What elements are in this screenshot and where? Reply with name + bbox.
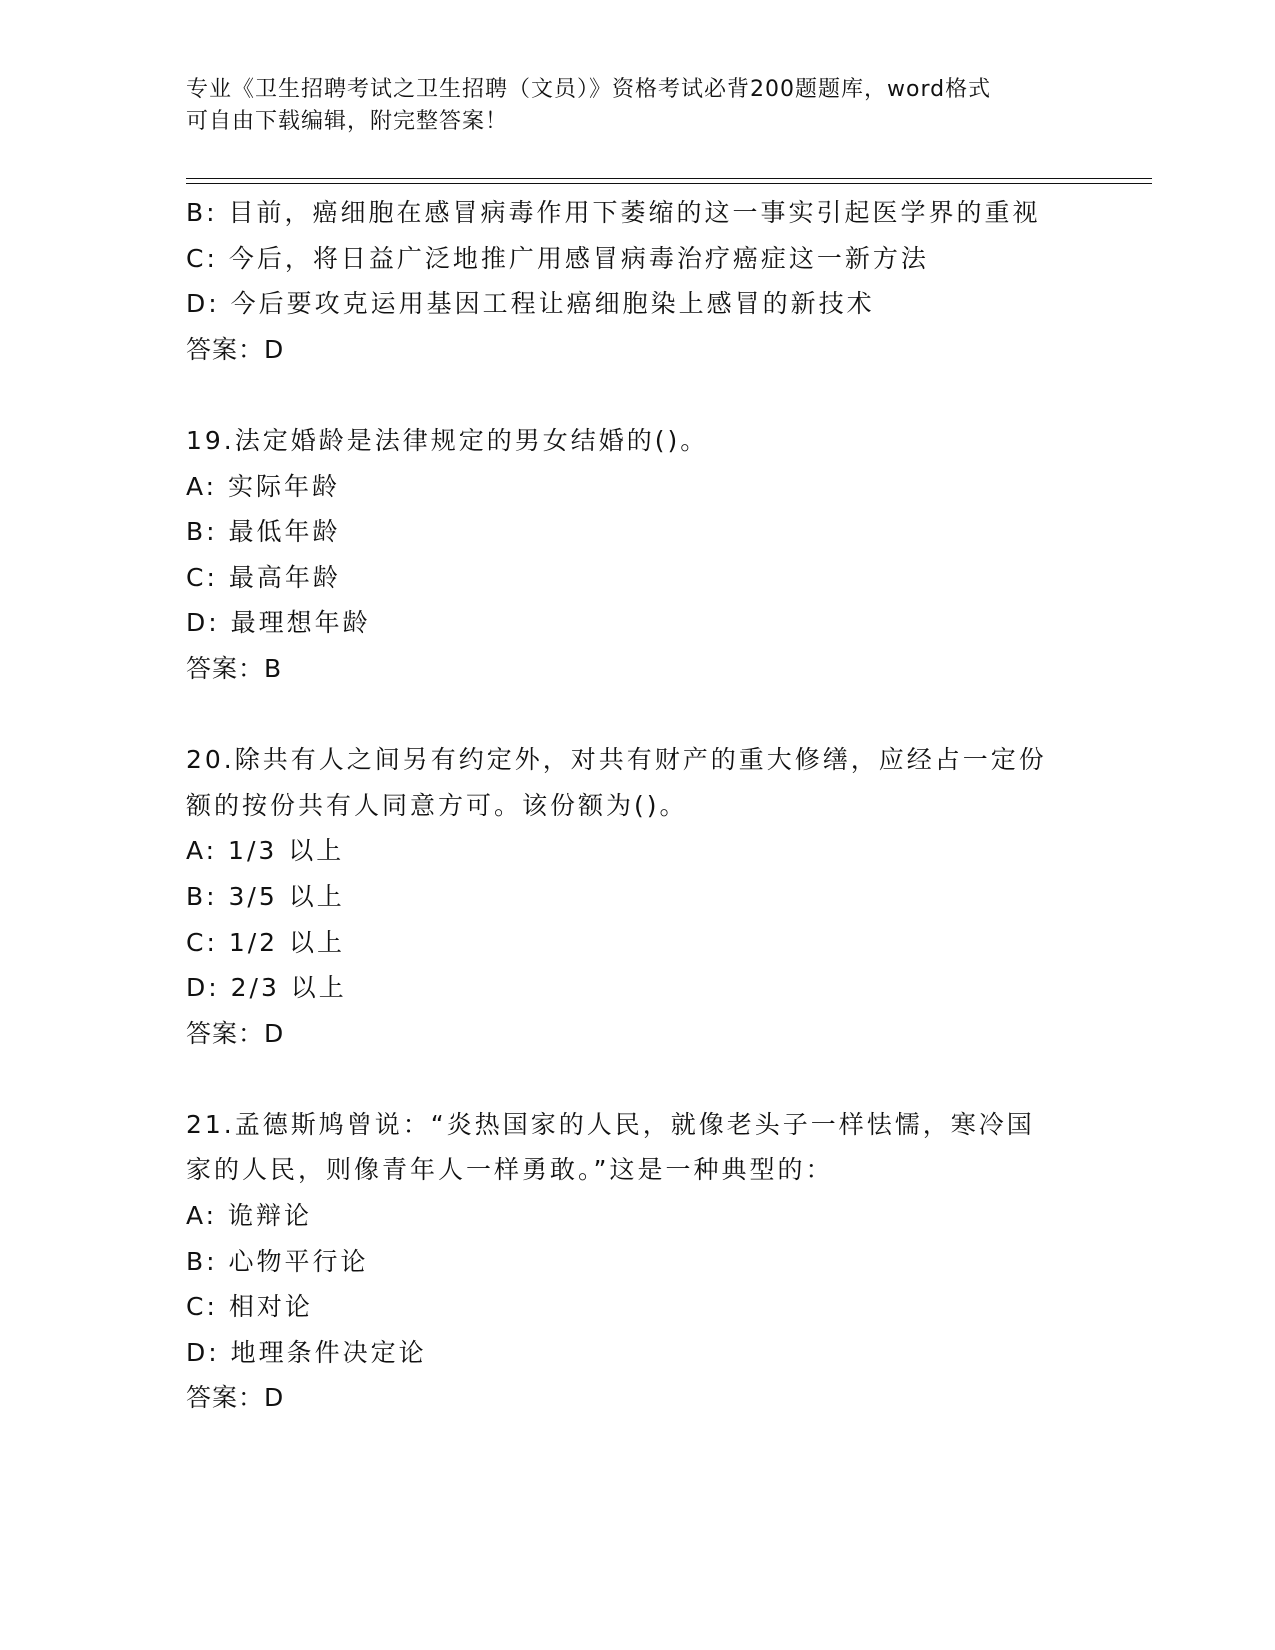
- question-text: 19.法定婚龄是法律规定的男女结婚的()。: [186, 425, 709, 455]
- header-rule-top: [186, 178, 1152, 179]
- option-b: B: 心物平行论: [186, 1246, 369, 1276]
- question-text-line-1: 20.除共有人之间另有约定外，对共有财产的重大修缮，应经占一定份: [186, 745, 1047, 775]
- option-d: D: 今后要攻克运用基因工程让癌细胞染上感冒的新技术: [186, 289, 875, 319]
- option-a: A: 诡辩论: [186, 1201, 313, 1231]
- question-text-line-1: 21.孟德斯鸠曾说：“炎热国家的人民，就像老头子一样怯懦，寒冷国: [186, 1109, 1035, 1139]
- option-c: C: 相对论: [186, 1292, 313, 1322]
- spacer: [186, 1056, 1086, 1102]
- spacer: [186, 692, 1086, 738]
- option-a: A: 实际年龄: [186, 471, 341, 501]
- header-line-2: 可自由下载编辑，附完整答案！: [186, 109, 509, 134]
- option-c: C: 今后，将日益广泛地推广用感冒病毒治疗癌症这一新方法: [186, 243, 929, 273]
- question-21: [186, 1102, 1086, 1421]
- spacer: [186, 372, 1086, 418]
- answer-line: 答案：D: [186, 334, 285, 364]
- continued-question: [186, 190, 1086, 372]
- option-d: D: 2/3 以上: [186, 973, 347, 1003]
- option-b: B: 3/5 以上: [186, 881, 345, 911]
- option-d: D: 地理条件决定论: [186, 1337, 427, 1367]
- option-c: C: 1/2 以上: [186, 927, 346, 957]
- header-rule-bottom: [186, 183, 1152, 184]
- question-text-line-2: 家的人民，则像青年人一样勇敢。”这是一种典型的：: [186, 1155, 834, 1185]
- header-line-1: 专业《卫生招聘考试之卫生招聘（文员）》资格考试必背200题题库，word格式: [186, 77, 992, 102]
- question-19: [186, 418, 1086, 692]
- question-list: [186, 190, 1086, 1421]
- question-text-line-2: 额的按份共有人同意方可。该份额为()。: [186, 790, 688, 820]
- option-b: B: 目前，癌细胞在感冒病毒作用下萎缩的这一事实引起医学界的重视: [186, 198, 1041, 227]
- document-header: [186, 74, 1086, 138]
- answer-line: 答案：D: [186, 1383, 285, 1413]
- option-c: C: 最高年龄: [186, 562, 341, 592]
- option-a: A: 1/3 以上: [186, 836, 345, 866]
- answer-line: 答案：D: [186, 1018, 285, 1048]
- question-20: [186, 737, 1086, 1056]
- option-b: B: 最低年龄: [186, 517, 341, 547]
- option-d: D: 最理想年龄: [186, 608, 371, 638]
- answer-line: 答案：B: [186, 653, 283, 683]
